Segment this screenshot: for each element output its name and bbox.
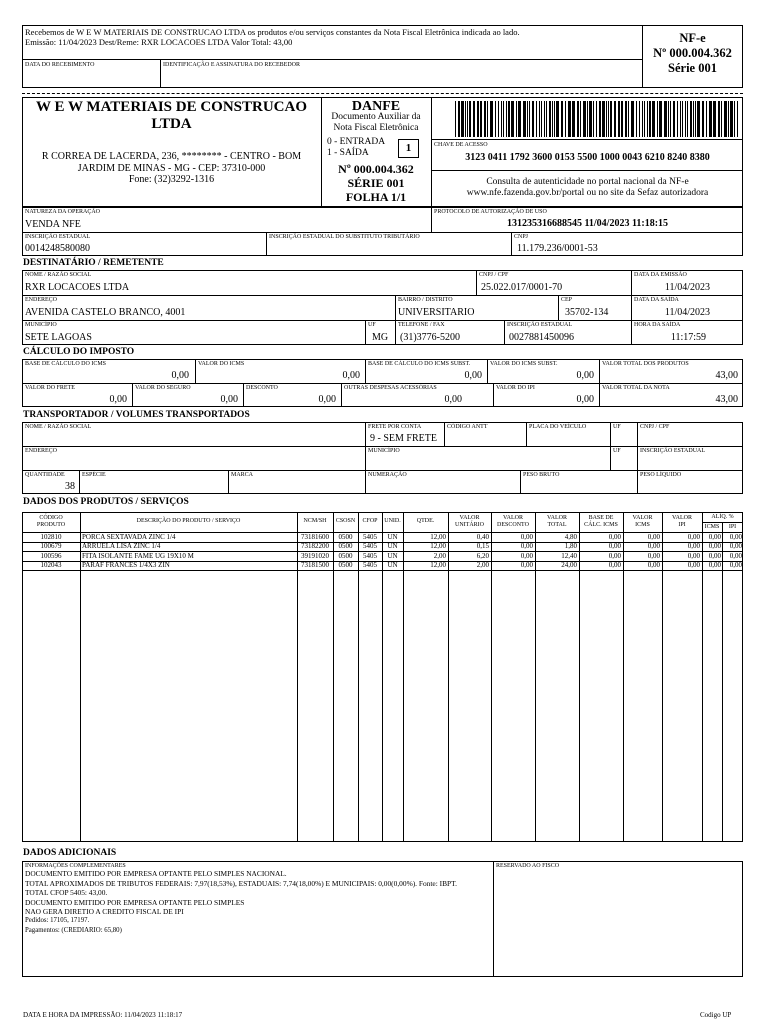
recipient-uf-label: UF xyxy=(368,322,376,328)
transport-title: TRANSPORTADOR / VOLUMES TRANSPORTADOS xyxy=(23,410,250,420)
col-code: CÓDIGO xyxy=(39,515,63,521)
product-cfop: 5405 xyxy=(363,560,377,569)
row-divider xyxy=(22,570,743,571)
plate-label: PLACA DO VEÍCULO xyxy=(529,424,587,430)
product-desc: PARAF FRANCES 1/4X3 ZIN xyxy=(82,560,170,569)
net-weight-label: PESO LÍQUIDO xyxy=(640,472,682,478)
st-base: 0,00 xyxy=(464,370,482,381)
product-qtde: 12,00 xyxy=(430,542,446,551)
nature-value: VENDA NFE xyxy=(25,219,81,230)
product-aicms: 0,00 xyxy=(708,542,721,551)
st-value: 0,00 xyxy=(576,370,594,381)
recipient-district: UNIVERSITARIO xyxy=(398,307,475,318)
products-total-label: VALOR TOTAL DOS PRODUTOS xyxy=(602,361,689,367)
discount-label: DESCONTO xyxy=(246,385,278,391)
gross-weight-label: PESO BRUTO xyxy=(523,472,560,478)
stub-series: Série 001 xyxy=(668,61,717,75)
carrier-ie-label: INSCRIÇÃO ESTADUAL xyxy=(640,448,706,454)
icms-value: 0,00 xyxy=(342,370,360,381)
receipt-date-label: DATA DO RECEBIMENTO xyxy=(25,62,95,68)
other-expenses-label: OUTRAS DESPESAS ACESSÓRIAS xyxy=(344,385,437,391)
product-cod: 102810 xyxy=(40,533,62,541)
col-rate: ALÍQ. % xyxy=(711,514,734,520)
recipient-name: RXR LOCACOES LTDA xyxy=(25,282,130,293)
freight-mode: 9 - SEM FRETE xyxy=(370,433,437,444)
col-icms-value-2: ICMS xyxy=(635,521,650,528)
product-aipi: 0,00 xyxy=(729,551,742,560)
col-rate-icms: ICMS xyxy=(704,524,720,530)
issuer-city: JARDIM DE MINAS - MG - CEP: 37310-000 xyxy=(77,162,266,174)
access-key: 3123 0411 1792 3600 0153 5500 1000 0043 6210 8240 8380 xyxy=(465,152,710,163)
product-vu: 0,40 xyxy=(476,533,489,541)
product-ncm: 73182200 xyxy=(301,542,329,551)
products-title: DADOS DOS PRODUTOS / SERVIÇOS xyxy=(23,497,189,507)
recipient-cnpj: 25.022.017/0001-70 xyxy=(481,282,563,293)
receipt-text: Recebemos de W E W MATERIAIS DE CONSTRUCAO LTDA os produtos e/ou serviços constantes da Nota Fiscal Eletrônica indicada ao lado. xyxy=(25,27,520,37)
product-vicms: 0,00 xyxy=(647,533,660,541)
product-cod: 100679 xyxy=(40,542,62,551)
freight-value: 0,00 xyxy=(109,394,127,405)
product-vu: 0,15 xyxy=(476,542,489,551)
info-line: TOTAL CFOP 5405: 43,00. xyxy=(25,888,108,897)
recipient-title: DESTINATÁRIO / REMETENTE xyxy=(23,258,164,268)
product-qtde: 2,00 xyxy=(433,551,446,560)
additional-title: DADOS ADICIONAIS xyxy=(23,848,117,858)
product-aipi: 0,00 xyxy=(729,542,742,551)
product-vd: 0,00 xyxy=(520,533,533,541)
access-key-label: CHAVE DE ACESSO xyxy=(434,142,488,148)
danfe-sheet: FOLHA 1/1 xyxy=(345,190,407,204)
other-expenses: 0,00 xyxy=(444,394,462,405)
icms-base: 0,00 xyxy=(171,370,189,381)
product-vt: 1,80 xyxy=(564,542,577,551)
product-bc: 0,00 xyxy=(608,560,621,569)
product-vt: 4,80 xyxy=(564,533,577,541)
st-value-label: VALOR DO ICMS SUBST. xyxy=(490,361,558,367)
product-aipi: 0,00 xyxy=(729,533,742,541)
protocol-value: 131235316688545 11/04/2023 11:18:15 xyxy=(506,218,669,229)
product-ncm: 73181500 xyxy=(301,560,329,569)
invoice-total: 43,00 xyxy=(715,394,738,405)
product-vipi: 0,00 xyxy=(687,542,700,551)
tax-title: CÁLCULO DO IMPOSTO xyxy=(23,347,135,357)
plate-uf-label: UF xyxy=(613,424,621,430)
product-vt: 12,40 xyxy=(561,551,577,560)
col-description: DESCRIÇÃO DO PRODUTO / SERVIÇO xyxy=(136,518,241,524)
product-csosn: 0500 xyxy=(338,542,353,551)
product-vd: 0,00 xyxy=(520,551,533,560)
freight-label: VALOR DO FRETE xyxy=(25,385,75,391)
recipient-cnpj-label: CNPJ / CPF xyxy=(479,272,509,278)
product-csosn: 0500 xyxy=(338,560,353,569)
product-vt: 24,00 xyxy=(561,560,577,569)
product-qtde: 12,00 xyxy=(430,560,446,569)
danfe-entrada: 0 - ENTRADA xyxy=(327,137,386,147)
col-total-2: TOTAL xyxy=(547,521,567,528)
code-up: Codigo UP xyxy=(700,1011,732,1019)
issuer-name-2: LTDA xyxy=(151,116,192,132)
issuer-name: W E W MATERIAIS DE CONSTRUCAO xyxy=(35,99,308,115)
orders: Pedidos: 17105, 17197. xyxy=(25,917,90,924)
quantity-value: 38 xyxy=(65,481,75,492)
cnpj-label: CNPJ xyxy=(514,234,529,240)
exit-date-label: DATA DA SAÍDA xyxy=(634,297,679,303)
recipient-city-label: MUNICÍPIO xyxy=(25,322,57,328)
recipient-city: SETE LAGOAS xyxy=(25,332,92,343)
col-discount: VALOR xyxy=(503,515,523,521)
discount-value: 0,00 xyxy=(318,394,336,405)
product-cfop: 5405 xyxy=(363,533,377,541)
product-cod: 100596 xyxy=(40,551,62,560)
product-vd: 0,00 xyxy=(520,542,533,551)
st-base-label: BASE DE CÁLCULO DO ICMS SUBST. xyxy=(368,361,471,367)
col-ipi-value: VALOR xyxy=(672,515,692,521)
product-ncm: 39191020 xyxy=(301,551,329,560)
danfe-type-box: 1 xyxy=(398,139,419,158)
freight-mode-label: FRETE POR CONTA xyxy=(368,424,422,430)
barcode xyxy=(455,101,741,137)
print-datetime: DATA E HORA DA IMPRESSÃO: 11/04/2023 11:18:17 xyxy=(23,1011,183,1019)
product-aicms: 0,00 xyxy=(708,551,721,560)
quantity-label: QUANTIDADE xyxy=(25,472,65,478)
product-unid: UN xyxy=(387,533,398,541)
receipt-signature-label: IDENTIFICAÇÃO E ASSINATURA DO RECEBEDOR xyxy=(163,62,301,68)
stub-nfe: NF-e xyxy=(679,31,706,45)
issuer-phone: Fone: (32)3292-1316 xyxy=(128,174,215,185)
cnpj-value: 11.179.236/0001-53 xyxy=(517,243,598,254)
antt-label: CÓDIGO ANTT xyxy=(447,424,488,430)
product-desc: FITA ISOLANTE FAME UG 19X10 M xyxy=(82,551,194,560)
col-total: VALOR xyxy=(547,515,567,521)
product-unid: UN xyxy=(387,560,398,569)
col-icms-base-2: CÁLC. ICMS xyxy=(584,521,618,528)
insurance-label: VALOR DO SEGURO xyxy=(135,385,191,391)
recipient-uf: MG xyxy=(372,332,389,343)
recipient-zip-label: CEP xyxy=(561,297,573,303)
product-bc: 0,00 xyxy=(608,533,621,541)
product-bc: 0,00 xyxy=(608,551,621,560)
product-cod: 102043 xyxy=(40,560,62,569)
exit-time-label: HORA DA SAÍDA xyxy=(634,322,681,328)
issuer-address: R CORREA DE LACERDA, 236, ******** - CENTRO - BOM xyxy=(41,151,302,162)
state-reg-label: INSCRIÇÃO ESTADUAL xyxy=(25,234,91,240)
payments: Pagamentos: (CREDIARIO: 65,80) xyxy=(25,926,122,934)
products-total: 43,00 xyxy=(715,370,738,381)
col-rate-ipi: IPI xyxy=(728,524,737,530)
product-csosn: 0500 xyxy=(338,551,353,560)
exit-date: 11/04/2023 xyxy=(664,307,710,318)
recipient-ie: 0027881450096 xyxy=(509,332,574,343)
col-icms-base: BASE DE xyxy=(588,515,614,521)
danfe-number: Nº 000.004.362 xyxy=(338,162,414,176)
product-vicms: 0,00 xyxy=(647,551,660,560)
col-unit-price: VALOR xyxy=(459,515,480,521)
col-ncm: NCM/SH xyxy=(303,518,327,524)
state-reg-value: 0014248580080 xyxy=(25,243,90,254)
carrier-uf-label: UF xyxy=(613,448,621,454)
carrier-cnpj-label: CNPJ / CPF xyxy=(640,424,670,430)
ipi-value: 0,00 xyxy=(576,394,594,405)
col-unit: UNID. xyxy=(384,518,401,524)
fisco-label: RESERVADO AO FISCO xyxy=(496,863,560,869)
state-reg-st-label: INSCRIÇÃO ESTADUAL DO SUBSTITUTO TRIBUTÁRIO xyxy=(269,234,420,240)
brand-label: MARCA xyxy=(231,472,254,478)
product-unid: UN xyxy=(387,551,398,560)
col-code-2: PRODUTO xyxy=(36,521,66,528)
recipient-name-label: NOME / RAZÃO SOCIAL xyxy=(25,272,92,278)
issue-date: 11/04/2023 xyxy=(664,282,710,293)
recipient-address: AVENIDA CASTELO BRANCO, 4001 xyxy=(25,307,186,318)
recipient-phone: (31)3776-5200 xyxy=(400,332,460,343)
nature-label: NATUREZA DA OPERAÇÃO xyxy=(25,209,101,215)
product-cfop: 5405 xyxy=(363,542,377,551)
product-vipi: 0,00 xyxy=(687,533,700,541)
product-vicms: 0,00 xyxy=(647,542,660,551)
product-unid: UN xyxy=(387,542,398,551)
icms-value-label: VALOR DO ICMS xyxy=(198,361,245,367)
carrier-address-label: ENDEREÇO xyxy=(25,448,57,454)
product-csosn: 0500 xyxy=(338,533,353,541)
product-aipi: 0,00 xyxy=(729,560,742,569)
product-bc: 0,00 xyxy=(608,542,621,551)
danfe-saida: 1 - SAÍDA xyxy=(327,148,369,158)
danfe-subtitle-1: Documento Auxiliar da xyxy=(331,112,421,122)
receipt-summary: Emissão: 11/04/2023 Dest/Reme: RXR LOCACOES LTDA Valor Total: 43,00 xyxy=(25,37,293,47)
col-csosn: CSOSN xyxy=(335,518,356,524)
col-icms-value: VALOR xyxy=(632,515,653,521)
product-aicms: 0,00 xyxy=(708,533,721,541)
product-desc: ARRUELA LISA ZINC 1/4 xyxy=(82,542,161,551)
col-unit-price-2: UNITÁRIO xyxy=(455,521,484,528)
recipient-zip: 35702-134 xyxy=(565,307,609,318)
recipient-address-label: ENDEREÇO xyxy=(25,297,57,303)
info-line: NAO GERA DIRETIO A CREDITO FISCAL DE IPI xyxy=(25,907,184,916)
species-label: ESPÉCIE xyxy=(82,472,106,478)
danfe-title: DANFE xyxy=(351,99,401,114)
col-discount-2: DESCONTO xyxy=(497,521,529,528)
product-aicms: 0,00 xyxy=(708,560,721,569)
recipient-district-label: BAIRRO / DISTRITO xyxy=(398,297,453,303)
complementary-info xyxy=(25,869,457,917)
exit-time: 11:17:59 xyxy=(670,332,706,343)
insurance-value: 0,00 xyxy=(220,394,238,405)
product-qtde: 12,00 xyxy=(430,533,446,541)
icms-base-label: BASE DE CÁLCULO DO ICMS xyxy=(25,361,107,367)
product-vicms: 0,00 xyxy=(647,560,660,569)
danfe-series: SÉRIE 001 xyxy=(347,176,405,190)
product-cfop: 5405 xyxy=(363,551,377,560)
info-line: TOTAL APROXIMADOS DE TRIBUTOS FEDERAIS: 7,97(18,53%), ESTADUAIS: 7,74(18,00%) E MUNICIPAIS: 0,00(0,00%). Fonte: IBPT. xyxy=(25,878,457,888)
product-ncm: 73181600 xyxy=(301,533,329,541)
complementary-info-label: INFORMAÇÕES COMPLEMENTARES xyxy=(25,863,126,869)
product-vd: 0,00 xyxy=(520,560,533,569)
invoice-total-label: VALOR TOTAL DA NOTA xyxy=(602,385,670,391)
col-qty: QTDE. xyxy=(416,518,435,524)
issue-date-label: DATA DA EMISSÃO xyxy=(634,272,687,278)
carrier-city-label: MUNICÍPIO xyxy=(368,448,400,454)
col-cfop: CFOP xyxy=(362,518,378,524)
stub-number: Nº 000.004.362 xyxy=(653,46,732,60)
recipient-ie-label: INSCRIÇÃO ESTADUAL xyxy=(507,322,573,328)
protocol-label: PROTOCOLO DE AUTORIZAÇÃO DE USO xyxy=(434,209,547,215)
consult-text: Consulta de autenticidade no portal nacional da NF-e xyxy=(486,177,689,187)
ipi-label: VALOR DO IPI xyxy=(496,385,535,391)
carrier-name-label: NOME / RAZÃO SOCIAL xyxy=(25,424,92,430)
consult-url: www.nfe.fazenda.gov.br/portal ou no site da Sefaz autorizadora xyxy=(466,188,709,198)
danfe-subtitle-2: Nota Fiscal Eletrônica xyxy=(333,123,419,133)
info-line: DOCUMENTO EMITIDO POR EMPRESA OPTANTE PELO SIMPLES NACIONAL. xyxy=(25,869,287,878)
numbering-label: NUMERAÇÃO xyxy=(368,472,407,478)
product-vipi: 0,00 xyxy=(687,560,700,569)
cut-line xyxy=(22,93,743,94)
recipient-phone-label: TELEFONE / FAX xyxy=(398,322,445,328)
info-line: DOCUMENTO EMITIDO POR EMPRESA OPTANTE PELO SIMPLES xyxy=(25,897,245,907)
product-vipi: 0,00 xyxy=(687,551,700,560)
product-desc: PORCA SEXTAVADA ZINC 1/4 xyxy=(82,533,176,541)
product-vu: 6,20 xyxy=(476,551,489,560)
col-ipi-value-2: IPI xyxy=(678,521,686,528)
product-vu: 2,00 xyxy=(476,560,489,569)
